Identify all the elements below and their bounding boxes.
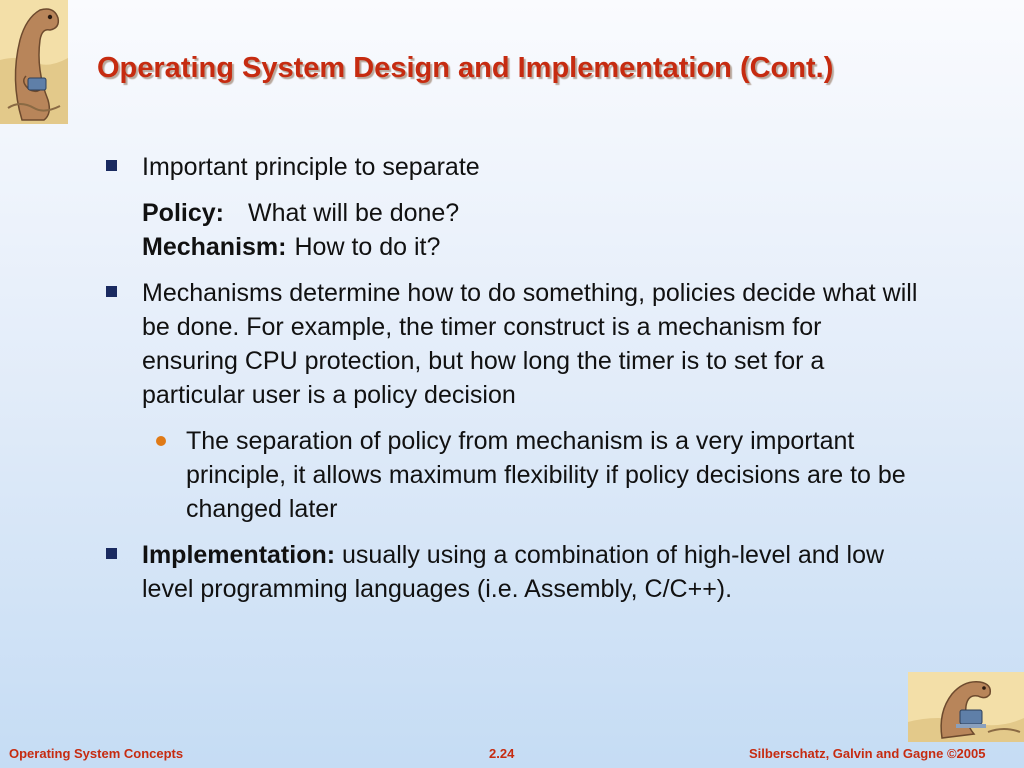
sub-bullet-text: The separation of policy from mechanism is a very important principle, it allows maximum flexibility if policy decisions are to be changed later: [186, 427, 906, 523]
footer-page-number: 2.24: [489, 746, 515, 761]
policy-label: Policy:: [142, 199, 224, 227]
bullet-item: [104, 538, 924, 606]
dinosaur-laptop-icon: [908, 672, 1024, 742]
policy-text: What will be done?: [247, 199, 460, 227]
slide-title: Operating System Design and Implementation (Cont.): [97, 52, 834, 84]
square-bullet-icon: [106, 286, 117, 297]
bullet-text: usually using a combination of high-level and low level programming languages (i.e. Assembly, C/C++).: [142, 541, 885, 603]
square-bullet-icon: [106, 548, 117, 559]
implementation-label: Implementation:: [142, 541, 336, 569]
bullet-text: Important principle to separate: [142, 153, 480, 181]
footer-book-title: Operating System Concepts: [9, 746, 184, 761]
mechanism-text: How to do it?: [294, 233, 441, 261]
square-bullet-icon: [106, 160, 117, 171]
bullet-item: [104, 150, 924, 184]
policy-line: [142, 196, 924, 230]
sub-bullet-item: [104, 424, 924, 526]
policy-mechanism-definitions: [104, 196, 924, 264]
bullet-text: Mechanisms determine how to do something, policies decide what will be done. For example, the timer construct is a mechanism for ensuring CPU protection, but how long the timer is to set for a particular user is a policy decision: [142, 279, 918, 409]
bullet-item: [104, 276, 924, 412]
slide-content: [104, 150, 924, 606]
footer-copyright: Silberschatz, Galvin and Gagne ©2005: [749, 746, 986, 761]
mechanism-line: [142, 230, 924, 264]
dinosaur-logo-icon: [0, 0, 68, 124]
mechanism-label: Mechanism:: [142, 233, 287, 261]
dot-bullet-icon: [156, 436, 166, 446]
